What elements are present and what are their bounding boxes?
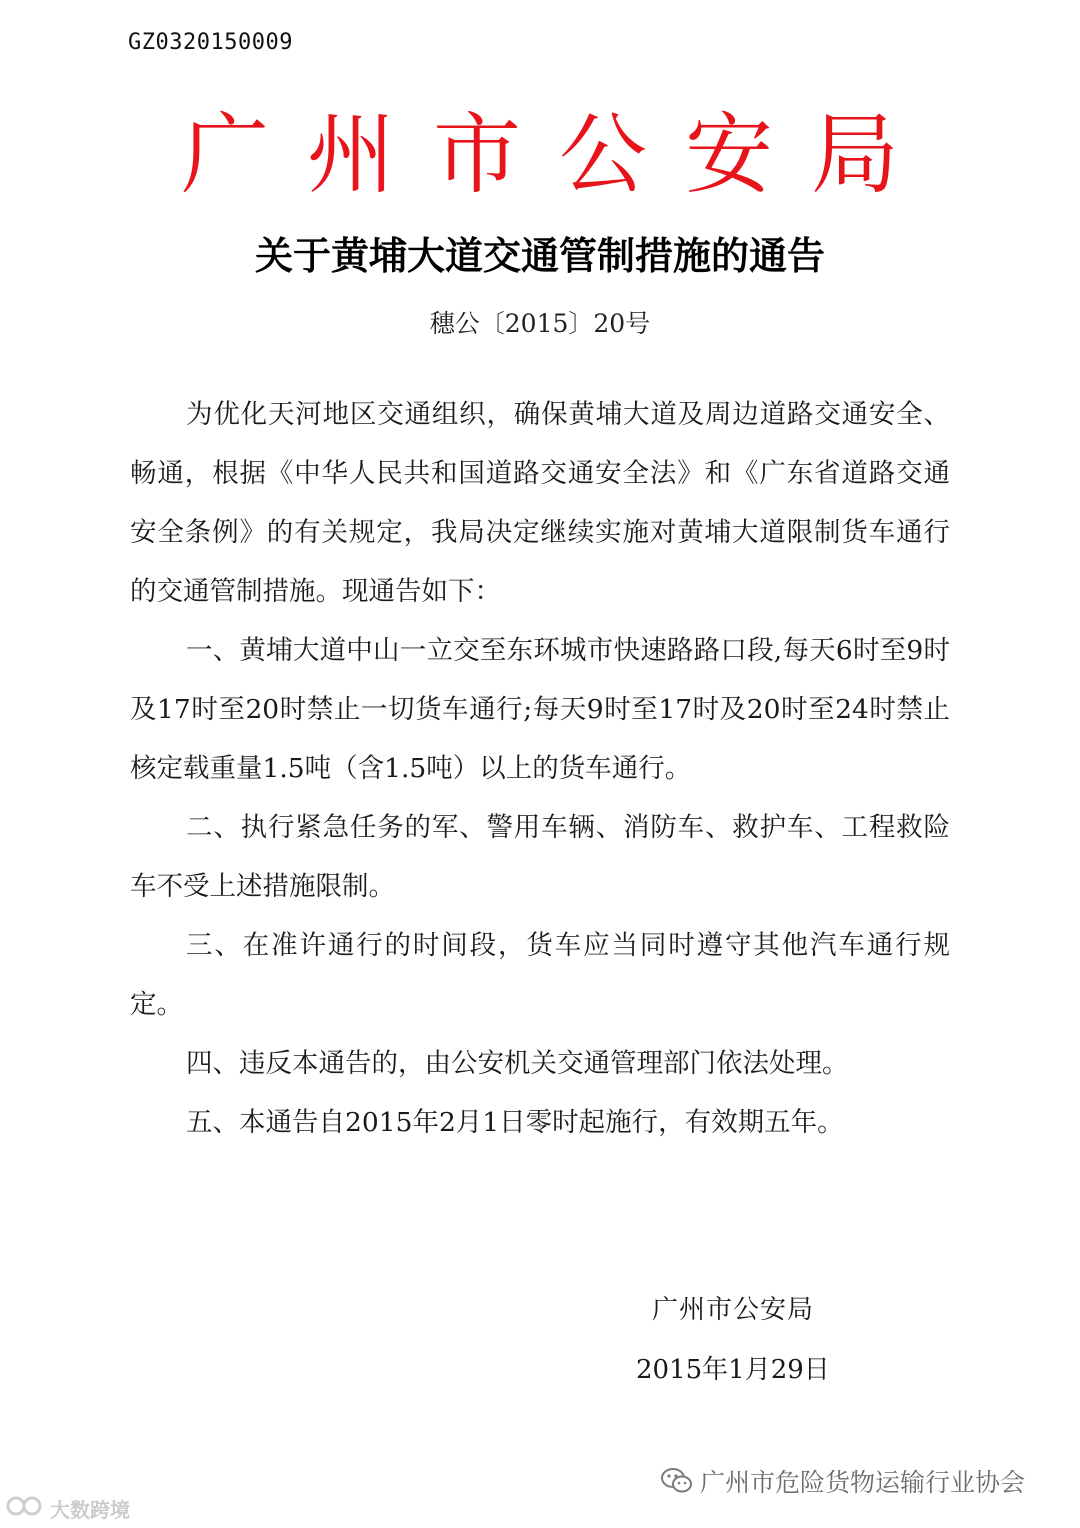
paragraph-item-5: 五、本通告自2015年2月1日零时起施行，有效期五年。 xyxy=(186,1107,844,1138)
paragraph-intro: 为优化天河地区交通组织，确保黄埔大道及周边道路交通安全、畅通，根据《中华人民共和国道路交通安全法》和《广东省道路交通安全条例》的有关规定，我局决定继续实施对黄埔大道限制货车通行的交通管制措施。现通告如下： xyxy=(130,399,950,607)
corner-brand-text: 大数跨境 xyxy=(50,1498,130,1522)
signature-date: 2015年1月29日 xyxy=(636,1355,830,1385)
wechat-account-name: 广州市危险货物运输行业协会 xyxy=(700,1468,1026,1497)
document-title: 关于黄埔大道交通管制措施的通告 xyxy=(254,234,825,278)
corner-watermark xyxy=(6,1494,130,1523)
wechat-icon xyxy=(660,1466,694,1496)
document-body xyxy=(130,385,950,1152)
paragraph-item-4: 四、违反本通告的，由公安机关交通管理部门依法处理。 xyxy=(186,1048,849,1079)
issuer-header: 广州市公安局 xyxy=(180,103,937,206)
paragraph-item-2: 二、执行紧急任务的军、警用车辆、消防车、救护车、工程救险车不受上述措施限制。 xyxy=(130,812,950,902)
brand-logo-icon xyxy=(6,1495,46,1522)
signature-organization: 广州市公安局 xyxy=(652,1295,815,1325)
wechat-watermark xyxy=(660,1463,1025,1499)
document-code: GZ0320150009 xyxy=(128,30,293,55)
paragraph-item-1: 一、黄埔大道中山一立交至东环城市快速路路口段,每天6时至9时及17时至20时禁止一切货车通行;每天9时至17时及20时至24时禁止核定载重量1.5吨（含1.5吨）以上的货车通行。 xyxy=(130,635,950,784)
paragraph-item-3: 三、在准许通行的时间段，货车应当同时遵守其他汽车通行规定。 xyxy=(130,930,950,1020)
document-number: 穗公〔2015〕20号 xyxy=(429,309,651,338)
